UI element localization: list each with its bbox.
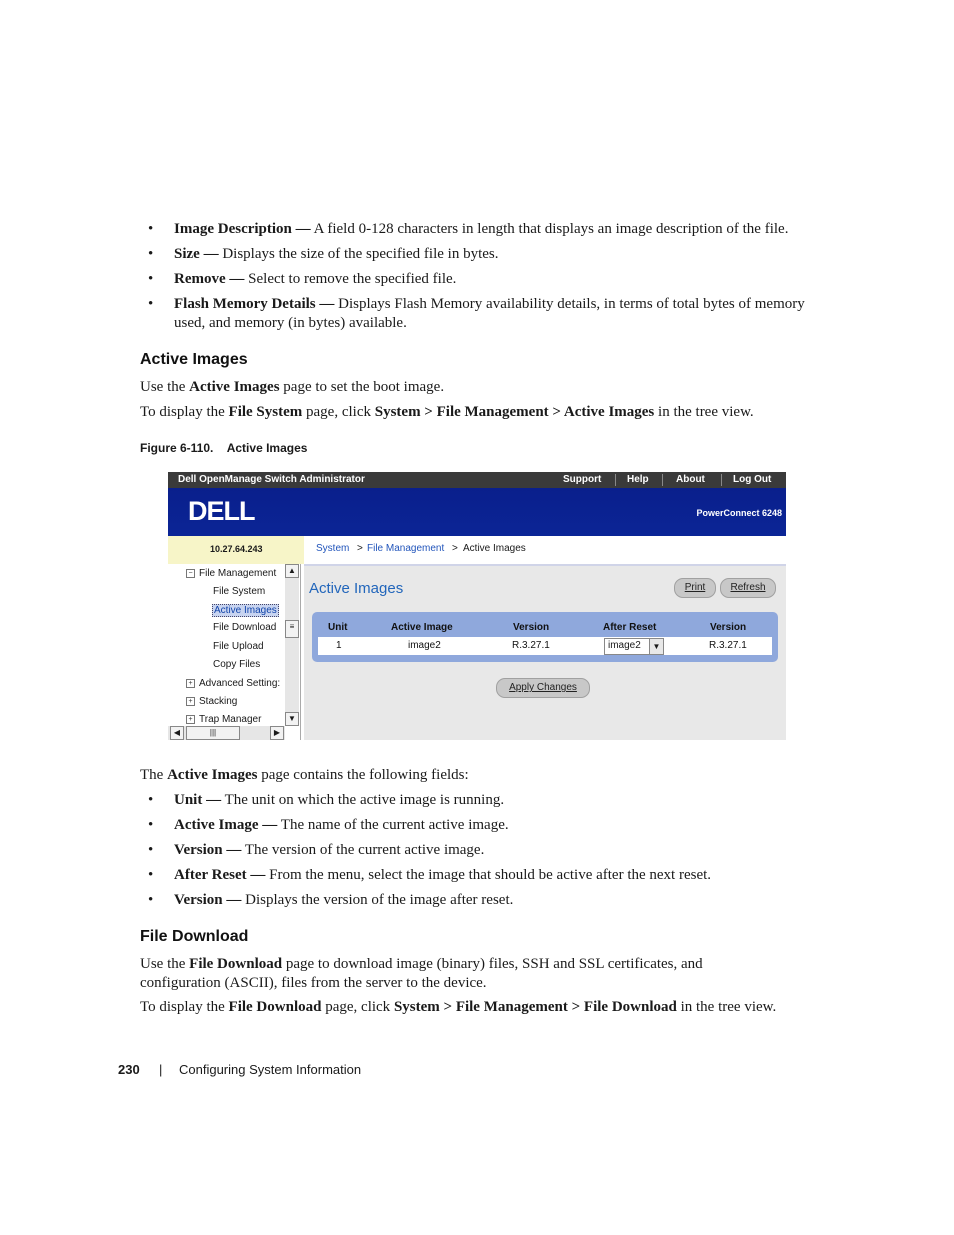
support-link[interactable]: Support [563,474,602,485]
collapse-icon[interactable]: − [186,569,195,578]
tree-item-active-images[interactable]: Active Images [214,605,277,616]
tree-horizontal-scrollbar[interactable] [168,726,285,740]
breadcrumb [304,536,786,566]
app-title: Dell OpenManage Switch Administrator [178,474,365,485]
text: page to set the boot image. [279,379,445,395]
col-header-unit: Unit [328,622,348,633]
figure-caption [140,441,307,455]
expand-icon[interactable]: + [186,679,195,688]
expand-icon[interactable]: + [186,697,195,706]
desc: A field 0-128 characters in length that displays an image description of the file. [313,221,789,237]
desc: From the menu, select the image that should be active after the next reset. [269,867,712,883]
paragraph-intro [140,378,830,397]
tree-item-file-download[interactable]: File Download [213,622,277,633]
brand-banner [168,488,786,536]
tree-item-trap-manager[interactable]: Trap Manager [199,714,262,725]
scroll-right-icon[interactable]: ▶ [270,726,284,740]
print-button[interactable]: Print [674,578,716,598]
term: Flash Memory Details — [174,296,335,312]
tree-item-file-management[interactable]: File Management [199,568,277,579]
section-heading-active-images: Active Images [140,351,248,368]
text-bold: File Download [228,999,322,1015]
content-panel [304,566,786,740]
col-header-version: Version [513,622,550,633]
text: page to download image (binary) files, SSH and SSL certificates, and configuration (ASCII), files from the server to the device. [140,956,703,991]
text: in the tree view. [676,999,777,1015]
bullet-dot: • [148,867,154,883]
breadcrumb-system[interactable]: System [316,543,350,554]
tree-item-stacking[interactable]: Stacking [199,696,238,707]
text: To display the [140,404,229,420]
desc: Select to remove the specified file. [248,271,457,287]
tree-item-copy-files[interactable]: Copy Files [213,659,261,670]
separator [615,474,616,486]
bullet-dot: • [148,792,154,808]
separator [721,474,722,486]
refresh-button[interactable]: Refresh [720,578,776,598]
bullet-dot: • [148,246,154,262]
footer-separator: | [159,1062,163,1077]
apply-changes-button[interactable]: Apply Changes [496,678,590,698]
desc: The version of the current active image. [244,842,485,858]
bullet-dot: • [148,271,154,287]
after-reset-value: image2 [608,640,641,651]
breadcrumb-separator: > [357,543,363,554]
breadcrumb-file-management[interactable]: File Management [367,543,445,554]
chevron-down-icon[interactable]: ▼ [649,639,663,654]
bullet-dot: • [148,892,154,908]
term: Version — [174,892,242,908]
term: Remove — [174,271,245,287]
desc: The name of the current active image. [280,817,509,833]
text: page contains the following fields: [257,767,469,783]
paragraph-file-download-intro [140,955,750,993]
scroll-thumb[interactable]: ≡ [285,620,299,638]
term: Size — [174,246,219,262]
separator [662,474,663,486]
page-number: 230 [118,1062,140,1077]
cell-active-image: image2 [408,640,441,651]
cell-unit: 1 [336,640,342,651]
term: Image Description — [174,221,311,237]
cell-version: R.3.27.1 [512,640,550,651]
section-heading-file-download: File Download [140,928,249,945]
text-bold: Active Images [167,767,258,783]
scroll-down-icon[interactable]: ▼ [285,712,299,726]
desc: Displays the version of the image after reset. [245,892,514,908]
text: Use the [140,956,190,972]
text-bold: System > File Management > Active Images [374,404,655,420]
scroll-left-icon[interactable]: ◀ [170,726,184,740]
col-header-after-reset: After Reset [603,622,657,633]
figure-screenshot [168,472,786,740]
text: Use the [140,379,190,395]
tree-item-advanced-settings[interactable]: Advanced Setting: [199,678,281,689]
bullet-dot: • [148,221,154,237]
text: in the tree view. [654,404,754,420]
active-images-table [312,612,778,662]
model-name: PowerConnect 6248 [696,508,782,518]
paragraph-navigation [140,403,830,422]
col-header-version-after: Version [710,622,747,633]
term: Version — [174,842,242,858]
desc: The unit on which the active image is running. [224,792,505,808]
bullet-dot: • [148,842,154,858]
text-bold: Active Images [189,379,280,395]
figure-number: Figure 6-110. [140,441,214,455]
expand-icon[interactable]: + [186,715,195,724]
text: The [140,767,168,783]
app-topbar [168,472,786,488]
text: To display the [140,999,229,1015]
text-bold: File System [228,404,303,420]
after-reset-select[interactable] [604,638,664,655]
term: Active Image — [174,817,278,833]
paragraph-file-download-navigation [140,998,840,1017]
dell-logo: DELL [188,496,255,526]
logout-link[interactable]: Log Out [733,474,772,485]
figure-title: Active Images [226,441,308,455]
page-title: Active Images [309,580,404,597]
paragraph-fields [140,766,830,785]
text-bold: File Download [189,956,283,972]
breadcrumb-current: Active Images [463,543,526,554]
tree-vertical-scrollbar[interactable] [285,564,299,726]
help-link[interactable]: Help [627,474,649,485]
col-header-active-image: Active Image [391,622,453,633]
breadcrumb-separator: > [452,543,458,554]
scroll-up-icon[interactable]: ▲ [285,564,299,578]
ip-address-cell [168,536,304,564]
table-row [318,637,772,655]
tree-item-file-system[interactable]: File System [213,586,266,597]
cell-after-version: R.3.27.1 [709,640,747,651]
navigation-tree [168,564,301,740]
bullet-dot: • [148,296,154,312]
chapter-title: Configuring System Information [179,1062,362,1077]
text: page, click [321,999,394,1015]
desc: Displays Flash Memory availability details, in terms of total bytes of memory used, and memory (in bytes) available. [174,296,805,331]
tree-item-file-upload[interactable]: File Upload [213,641,264,652]
scroll-thumb[interactable]: ||| [186,726,240,740]
bullet-dot: • [148,817,154,833]
text: page, click [302,404,375,420]
about-link[interactable]: About [676,474,705,485]
desc: Displays the size of the specified file in bytes. [222,246,499,262]
term: After Reset — [174,867,266,883]
term: Unit — [174,792,222,808]
ip-address: 10.27.64.243 [210,544,263,554]
text-bold: System > File Management > File Download [393,999,677,1015]
